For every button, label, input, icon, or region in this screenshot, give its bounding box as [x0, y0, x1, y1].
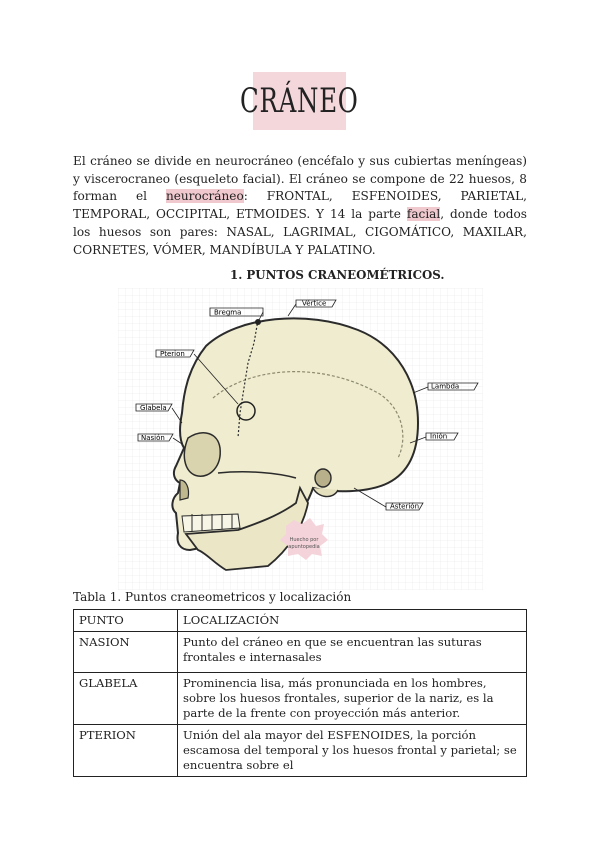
label-pterion: Pterion — [160, 350, 185, 358]
table-header-localizacion: LOCALIZACIÓN — [178, 610, 527, 632]
skull-figure — [118, 288, 483, 590]
label-bregma: Bregma — [214, 308, 242, 317]
stamp-line-1: Huecho por — [289, 537, 319, 543]
label-vertice: Vértice — [302, 299, 327, 308]
table-cell-localizacion: Punto del cráneo en que se encuentran las suturas frontales e internasales — [178, 632, 527, 673]
title-highlight — [240, 72, 359, 130]
intro-paragraph — [73, 153, 527, 259]
table-header-punto: PUNTO — [74, 610, 178, 632]
label-asterion: Asterión — [390, 502, 420, 511]
section-heading: 1. PUNTOS CRANEOMÉTRICOS. — [230, 268, 445, 282]
label-inion: Inión — [430, 432, 448, 441]
highlight-neurocraneo: neurocráneo — [165, 189, 244, 204]
table-cell-punto: NASION — [74, 632, 178, 673]
table-cell-localizacion: Prominencia lisa, más pronunciada en los hombres, sobre los huesos frontales, superior de la nariz, es la parte de la frente con proyección más anterior. — [178, 673, 527, 725]
table-cell-punto: GLABELA — [74, 673, 178, 725]
label-lambda: Lambda — [431, 382, 460, 391]
intro-text-1: El cráneo se divide en neurocráneo (encéfalo y sus cubiertas meníngeas) y viscerocraneo (esqueleto facial). El cráneo se compone de 22 huesos, 8 forman el — [73, 154, 527, 204]
intro-text-2: : FRONTAL, ESFENOIDES, PARIETAL, TEMPORAL, OCCIPITAL, ETMOIDES. Y 14 la parte — [73, 189, 527, 222]
table-cell-localizacion: Unión del ala mayor del ESFENOIDES, la porción escamosa del temporal y los huesos frontal y parietal; se encuentra sobre el — [178, 725, 527, 777]
table-row — [74, 673, 527, 725]
table-row — [74, 632, 527, 673]
table-caption: Tabla 1. Puntos craneometricos y localización — [73, 590, 352, 604]
intro-text-3: , donde todos los huesos son pares: NASAL, LAGRIMAL, CIGOMÁTICO, MAXILAR, CORNETES, VÓMER, MANDÍBULA Y PALATINO. — [73, 207, 527, 257]
label-glabela: Glabela — [140, 404, 167, 412]
stamp-line-2: apuntopedia — [288, 544, 320, 550]
label-nasion: Nasión — [141, 434, 165, 442]
skull-ear-opening — [315, 469, 331, 487]
highlight-facial: facial — [406, 207, 441, 222]
table-header-row — [74, 610, 527, 632]
table-row — [74, 725, 527, 777]
craneometric-table — [73, 609, 527, 777]
table-cell-punto: PTERION — [74, 725, 178, 777]
page-title: CRÁNEO — [240, 81, 359, 121]
skull-orbit — [184, 433, 220, 476]
